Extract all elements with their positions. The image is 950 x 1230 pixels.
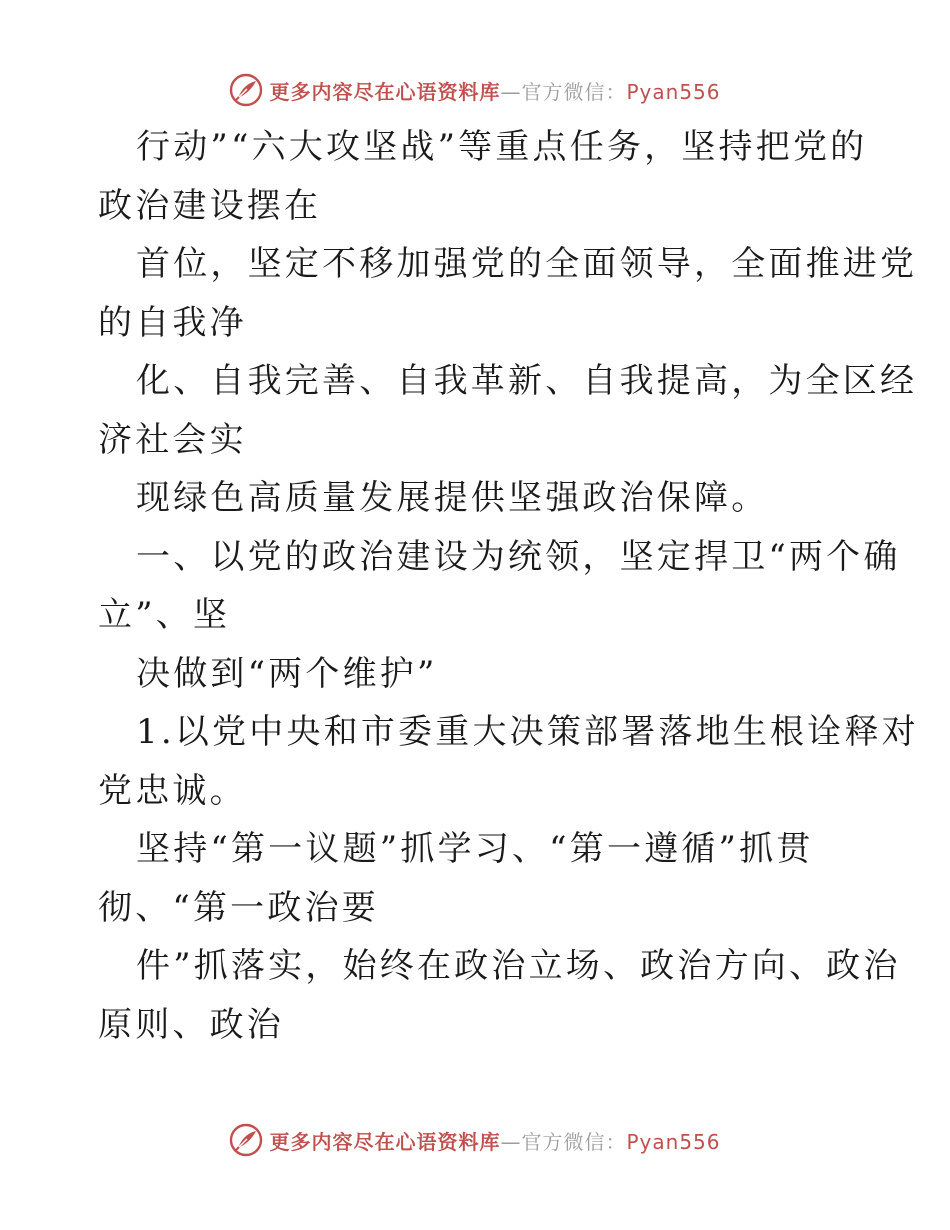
body-text-line: 彻、“第一政治要	[98, 887, 379, 928]
watermark-title: 更多内容尽在心语资料库	[269, 79, 501, 104]
watermark-wechat-id: Pyan556	[626, 79, 721, 104]
body-text-line: 坚持“第一议题”抓学习、“第一遵循”抓贯	[136, 829, 814, 869]
body-text-line: 立”、坚	[98, 595, 231, 635]
document-body	[98, 118, 919, 1054]
body-text-line: 首位，坚定不移加强党的全面领导，全面推进党	[136, 244, 918, 284]
feather-pen-logo-icon	[229, 1123, 263, 1157]
watermark-separator: —官方微信：	[500, 79, 627, 104]
watermark-wechat-id: Pyan556	[626, 1129, 721, 1154]
header-watermark	[0, 70, 950, 110]
body-text-line: 的自我净	[98, 302, 247, 343]
body-text-line: 1.以党中央和市委重大决策部署落地生根诠释对	[136, 712, 919, 752]
body-text-line: 化、自我完善、自我革新、自我提高，为全区经	[136, 361, 918, 401]
body-text-line: 原则、政治	[98, 1004, 284, 1045]
feather-pen-logo-icon	[229, 73, 263, 107]
body-text-line: 决做到“两个维护”	[136, 653, 438, 694]
body-text-line: 行动”“六大攻坚战”等重点任务，坚持把党的	[136, 127, 868, 167]
body-text-line: 党忠诚。	[98, 770, 247, 811]
body-text-line: 政治建设摆在	[98, 185, 322, 226]
body-text-line: 一、以党的政治建设为统领，坚定捍卫“两个确	[136, 536, 901, 577]
body-text-line: 件”抓落实，始终在政治立场、政治方向、政治	[136, 946, 901, 986]
footer-watermark	[0, 1120, 950, 1160]
body-text-line: 现绿色高质量发展提供坚强政治保障。	[136, 478, 769, 518]
watermark-title: 更多内容尽在心语资料库	[269, 1129, 501, 1154]
watermark-text-group	[269, 76, 720, 105]
body-text-line: 济社会实	[98, 419, 247, 460]
watermark-separator: —官方微信：	[500, 1129, 627, 1154]
watermark-text-group	[269, 1126, 720, 1155]
